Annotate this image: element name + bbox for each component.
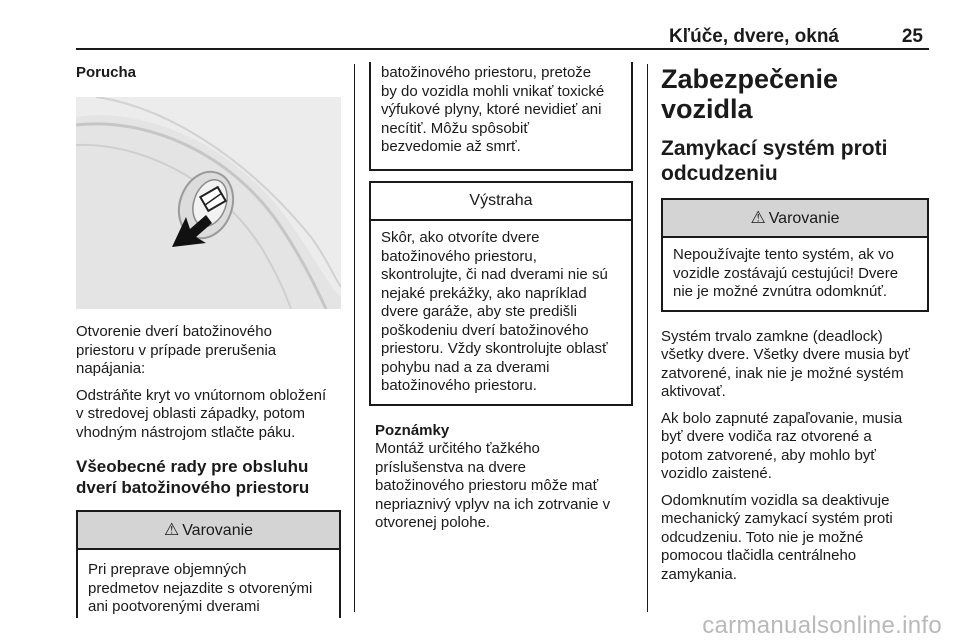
- tailgate-release-lever-arrow-icon: [76, 97, 341, 309]
- warning-triangle-icon: ⚠: [163, 520, 180, 539]
- paragraph-remove-cover: Odstráňte kryt vo vnútornom obložení v stredovej oblasti západky, potom vhodným nástrojom stlačte páku.: [76, 386, 327, 441]
- warning-box-header: ⚠ Varovanie: [663, 200, 927, 238]
- note-title: Poznámky: [375, 421, 450, 439]
- header-title: Kľúče, dvere, okná: [669, 26, 839, 47]
- page-number: 25: [901, 26, 923, 47]
- warning-box-continued-body: batožinového priestoru, pretože by do vozidla mohli vnikať toxické výfukové plyny, ktoré nevidieť ani necítiť. Môžu spôsobiť bezvedomie až smrť.: [381, 64, 605, 155]
- paragraph-unlock: Odomknutím vozidla sa deaktivuje mechanický zamykací systém proti odcudzeniu. Toto nie je možné pomocou tlačidla centrálneho zamykania.: [661, 491, 893, 583]
- note-text: Montáž určitého ťažkého príslušenstva na dvere batožinového priestoru môže mať nepriaznivý vplyv na ich zotrvanie v otvorenej polohe.: [375, 440, 611, 531]
- tailgate-release-figure: [76, 97, 341, 309]
- note-block: [369, 422, 633, 533]
- paragraph-ignition: Ak bolo zapnuté zapaľovanie, musia byť dvere vodiča raz otvorené a potom zatvorené, aby mohlo byť vozidlo zaistené.: [661, 409, 903, 482]
- column-3: [661, 64, 929, 592]
- watermark: carmanualsonline.info: [702, 612, 942, 639]
- header-rule: [76, 48, 929, 50]
- warning-box-body: Pri preprave objemných predmetov nejazdite s otvorenými ani pootvorenými dverami: [88, 561, 313, 615]
- column-divider-2: [647, 64, 648, 612]
- caution-box-body: Skôr, ako otvoríte dvere batožinového priestoru, skontrolujte, či nad dverami nie sú nejaké prekážky, ako napríklad dvere garáže, aby ste predišli poškodeniu dverí batožinového priestoru. Vždy skontrolujte oblasť pohybu nad a za dverami batožinového priestoru.: [381, 229, 608, 394]
- column-divider-1: [354, 64, 355, 612]
- warning-box-continued: [369, 62, 633, 171]
- subheading-anti-theft: Zamykací systém proti odcudzeniu: [661, 137, 888, 185]
- section-heading-fault: Porucha: [76, 64, 137, 81]
- warning-box-header: ⚠ Varovanie: [78, 512, 339, 550]
- section-heading-vehicle-security: Zabezpečenie vozidla: [661, 64, 839, 124]
- warning-box-exhaust: [76, 510, 341, 618]
- paragraph-deadlock: Systém trvalo zamkne (deadlock) všetky dvere. Všetky dvere musia byť zatvorené, inak nie je možné systém aktivovať.: [661, 327, 911, 400]
- subheading-general-advice: Všeobecné rady pre obsluhu dverí batožinového priestoru: [76, 457, 310, 497]
- warning-box-body: Nepoužívajte tento systém, ak vo vozidle zostávajú cestujúci! Dvere nie je možné zvnútra odomknúť.: [673, 246, 899, 300]
- caution-box-header: Výstraha: [371, 183, 631, 221]
- warning-box-occupants: [661, 198, 929, 312]
- warning-triangle-icon: ⚠: [750, 208, 766, 227]
- column-1: [76, 64, 341, 618]
- caution-box: [369, 181, 633, 406]
- paragraph-power-failure: Otvorenie dverí batožinového priestoru v prípade prerušenia napájania:: [76, 323, 277, 377]
- column-2: [369, 62, 633, 541]
